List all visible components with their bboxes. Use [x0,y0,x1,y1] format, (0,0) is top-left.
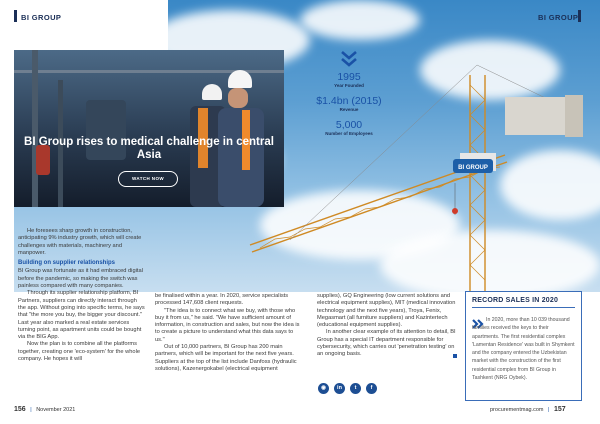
footer-left-date: November 2021 [36,407,76,413]
footer-site: procurementmag.com [490,407,544,413]
body-paragraph: Out of 10,000 partners, BI Group has 200 main partners, which will be important for the next five years. Suppliers at the top of the list include Danfoss (hydraulic solutions), Kazenergokabel (electrical equipment [155,344,297,372]
header-right-label: BI GROUP [538,13,579,22]
facebook-icon[interactable]: f [366,383,377,394]
article-column-1 [18,228,146,363]
stat-employees-label: Number of Employees [325,131,373,136]
footer-left-page: 156 [14,406,26,413]
end-mark [453,354,457,358]
page-white-margin [0,50,14,292]
page-white-margin [0,0,168,50]
header-left-bar [14,10,17,22]
body-paragraph: Through its supplier relationship platform, BI Partners, suppliers can directly interact through the app. Without going into specific terms, he says that "the more you buy, the bigger your discount." Last year also marked a real estate services turning point, as apartment units could be bought via the BIG App. [18,290,145,341]
record-sales-box [465,291,582,401]
bookmark-icon[interactable]: ◉ [318,383,329,394]
header-left-label: BI GROUP [21,13,62,22]
body-paragraph: Now the plan is to combine all the platforms together, creating one 'eco-system' for the whole company. He hopes it will [18,341,140,363]
crane-sign-text: BI GROUP [458,165,488,171]
hero-photo [14,50,284,207]
sidebar-divider [472,307,575,308]
sidebar-title: RECORD SALES IN 2020 [472,297,559,304]
body-paragraph: BI Group was fortunate as it had embraced digital before the pandemic, so making the switch was painless compared with many companies. [18,268,143,290]
footer-left: 156 | November 2021 [14,406,76,413]
article-column-3 [317,293,457,359]
body-paragraph: be finalised within a year. In 2020, service specialists processed 147,608 client requests. [155,293,289,307]
stat-revenue-value: $1.4bn (2015) [316,95,382,107]
article-column-2 [155,293,303,373]
twitter-icon[interactable]: t [350,383,361,394]
sidebar-text: In 2020, more than 10 039 thousand families received the keys to their apartments. The first residential complex 'Lamentan Residence' was built in Shymkent and the company entered the Uzbekistan market with the construction of the first residential complex from BI Group in Tashkent (NRG Oybek). [472,317,575,382]
linkedin-icon[interactable]: in [334,383,345,394]
body-paragraph: In another clear example of its attention to detail, BI Group has a special IT department responsible for cybersecurity, which carries out 'penetration testing' on an ongoing basis. [317,329,456,358]
chevron-down-icon [341,50,357,68]
intro-paragraph: He foresees sharp growth in construction, anticipating 9% industry growth, which will create challenges with materials, machinery and manpower. [18,228,142,256]
subheading: Building on supplier relationships [18,260,116,267]
footer-right: procurementmag.com | 157 [490,406,566,413]
body-paragraph: supplies), GQ Engineering (low current solutions and electrical equipment supplies), MIT (medical innovation technology and the next five years), Troya, Fenix, Megasmart (all furniture suppliers) and Kazintertech (educational equipment supplies). [317,293,456,329]
stat-year-value: 1995 [337,71,361,83]
stat-revenue-label: Revenue [339,107,359,112]
stat-year-label: Year Founded [334,83,364,88]
footer-right-page: 157 [554,406,566,413]
stat-employees-value: 5,000 [335,119,363,131]
watch-now-button[interactable]: WATCH NOW [118,171,178,187]
hero-title: BI Group rises to medical challenge in central Asia [24,136,274,161]
body-paragraph: "The idea is to connect what we buy, with those who buy it from us," he said. "We have sufficient amount of information, in construction and sales, but now the idea is to create a picture to understand what this data says to us." [155,307,300,343]
header-right-bar [578,10,581,22]
crane-illustration [230,55,600,292]
